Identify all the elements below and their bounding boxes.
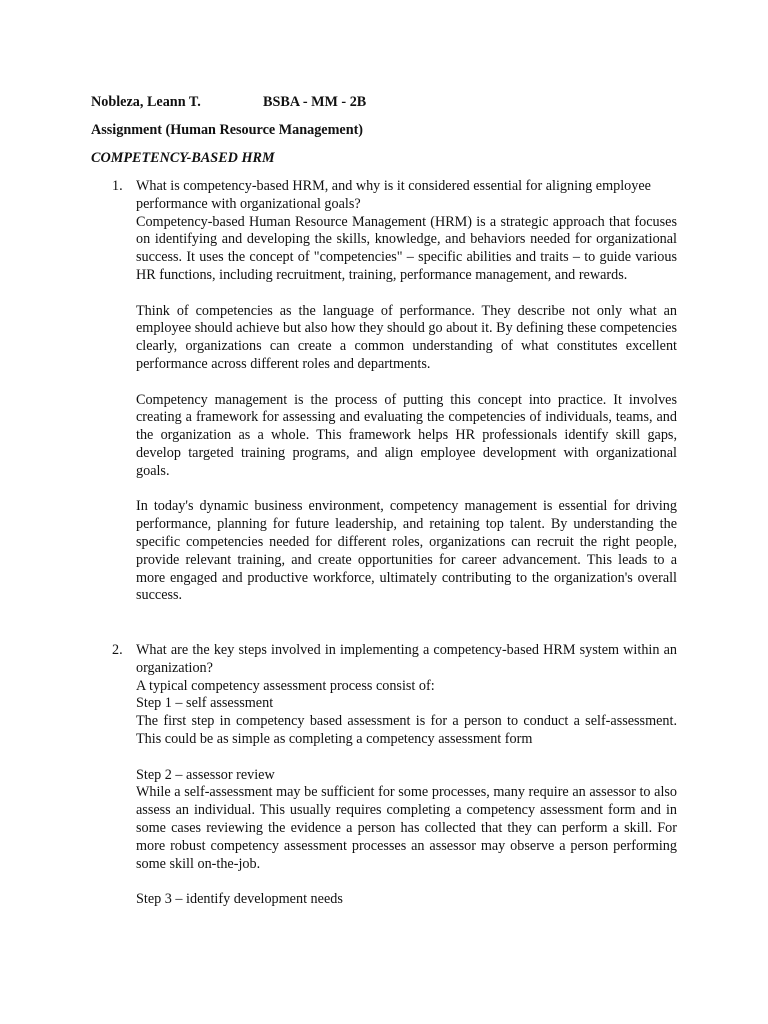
answer-paragraph: Competency-based Human Resource Management (HRM) is a strategic approach that focuses on identifying and developing the skills, knowledge, and behaviors needed for organizational success. It uses the concept of "competencies" – specific abilities and traits – to guide various HR functions, including recruitment, training, performance management, and rewards. [136,213,677,283]
assignment-title: Assignment (Human Resource Management) [91,122,364,138]
answer-paragraph: Competency management is the process of putting this concept into practice. It involves creating a framework for assessing and evaluating the competencies of individuals, teams, and the organization as a whole. This framework helps HR professionals identify skill gaps, develop targeted training programs, and align employee development with organizational goals. [136,391,677,479]
question-item-2 [112,642,677,909]
steps-intro: A typical competency assessment process consist of: [136,677,435,694]
step-title: Step 1 – self assessment [136,695,274,712]
answer-paragraph: In today's dynamic business environment, competency management is essential for driving performance, planning for future leadership, and retaining top talent. By understanding the specific competencies needed for different roles, organizations can recruit the right people, provide relevant training, and create opportunities for career advancement. This leads to a more engaged and productive workforce, ultimately contributing to the organization's overall success. [136,498,677,604]
course-section: BSBA - MM - 2B [263,94,367,110]
question-number: 2. [112,642,123,658]
step-text: While a self-assessment may be sufficient for some processes, many require an assessor to also assess an individual. This usually requires completing a competency assessment form and in some cases reviewing the evidence a person has collected that they can perform a skill. For more robust competency assessment processes an assessor may observe a person performing some skill on-the-job. [136,784,677,872]
step-title: Step 2 – assessor review [136,766,275,783]
topic-title: COMPETENCY-BASED HRM [91,150,275,166]
question-text: What are the key steps involved in implementing a competency-based HRM system within an organization? [136,642,677,676]
student-name: Nobleza, Leann T. [91,94,201,110]
answer-paragraph: Think of competencies as the language of performance. They describe not only what an employee should achieve but also how they should go about it. By defining these competencies clearly, organizations can create a common understanding of what constitutes excellent performance across different roles and departments. [136,302,677,372]
student-header [91,94,367,112]
question-number: 1. [112,178,123,194]
step-text: The first step in competency based assessment is for a person to conduct a self-assessment. This could be as simple as completing a competency assessment form [136,713,677,747]
question-text: What is competency-based HRM, and why is it considered essential for aligning employee performance with organizational goals? [136,178,651,212]
step-title: Step 3 – identify development needs [136,891,343,908]
question-item-1 [112,178,677,605]
